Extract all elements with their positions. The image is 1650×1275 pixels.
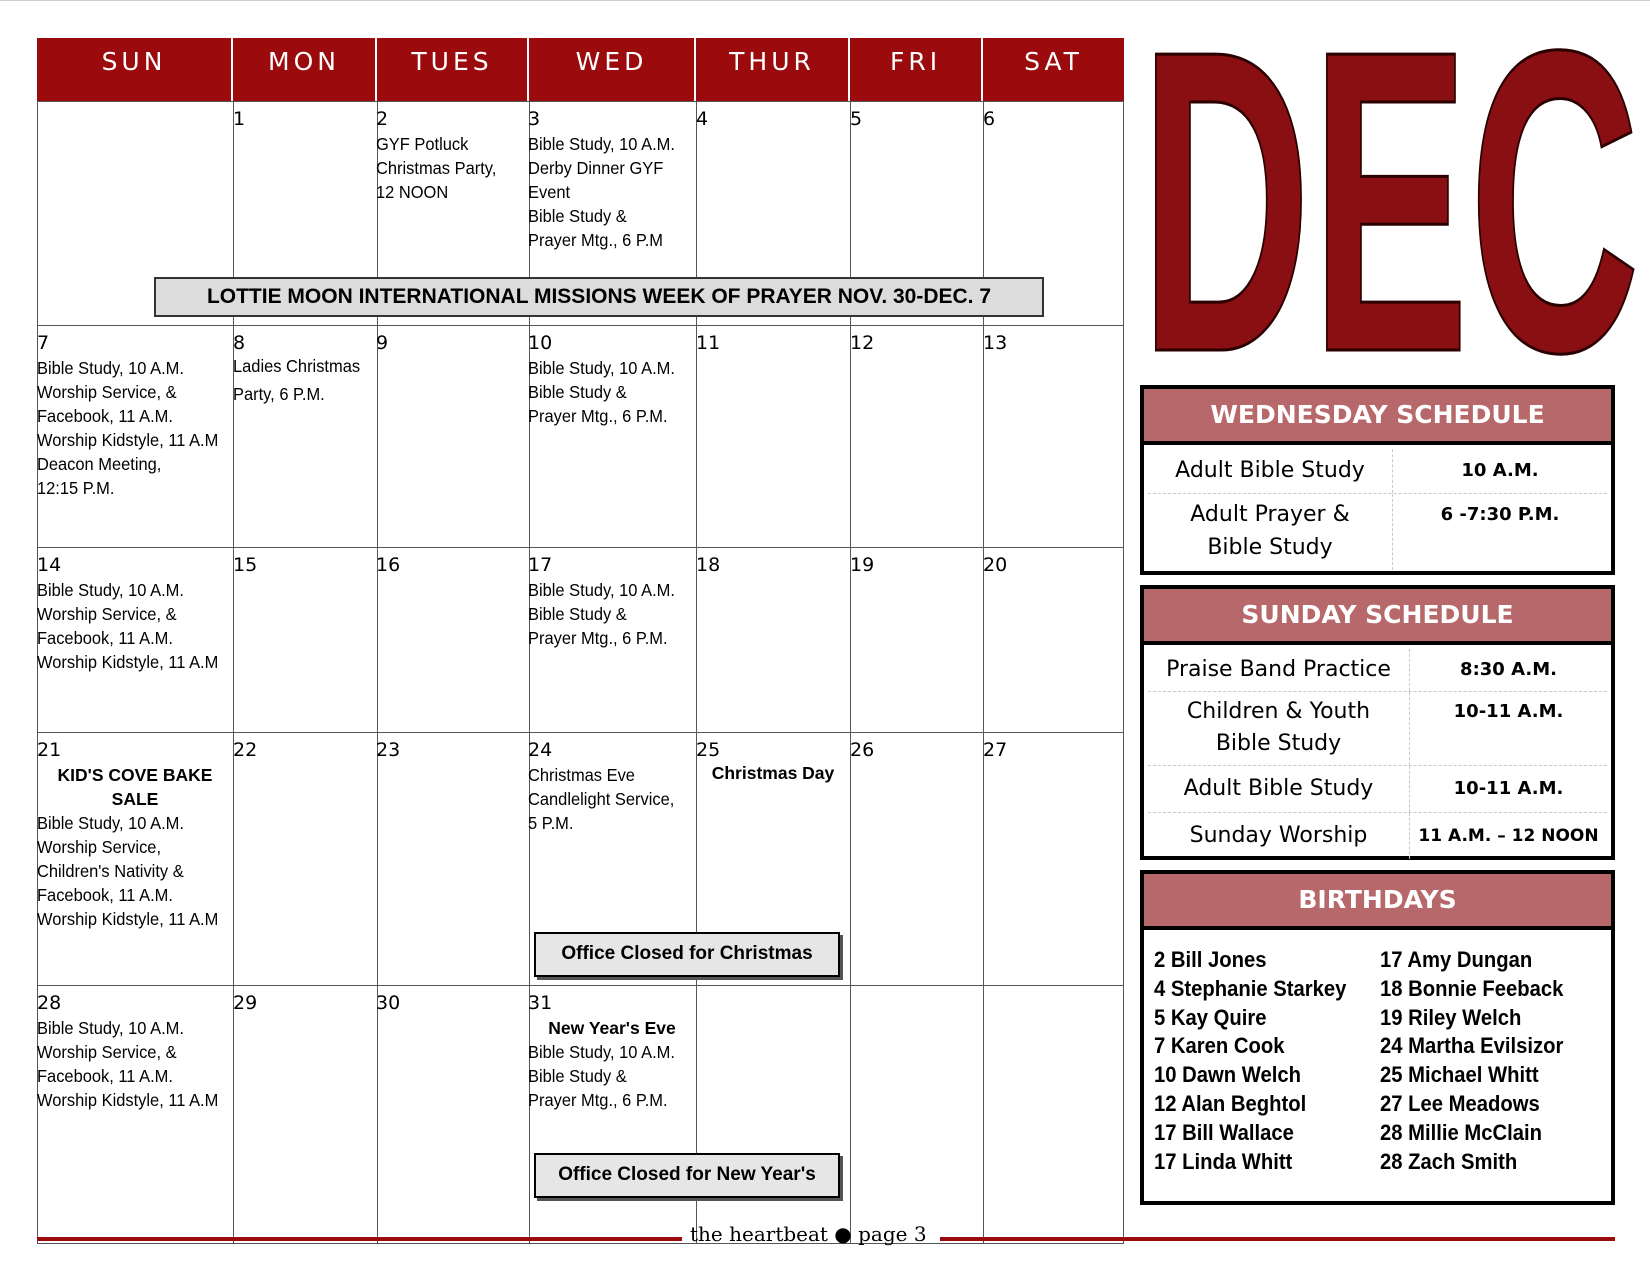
schedule-row	[1148, 765, 1607, 812]
birthday-item: 27 Lee Meadows	[1380, 1090, 1540, 1116]
weekday-sat: SAT	[1024, 47, 1083, 76]
day-cell	[850, 108, 983, 132]
day-cell	[983, 108, 1124, 132]
day-number: 11	[696, 332, 721, 354]
footer-text: the heartbeat ● page 3	[690, 1222, 927, 1246]
sunday-schedule-panel	[1140, 585, 1615, 860]
birthdays-title: BIRTHDAYS	[1144, 874, 1611, 930]
birthday-item: 18 Bonnie Feeback	[1380, 975, 1564, 1001]
schedule-row	[1148, 812, 1607, 859]
birthday-item: 17 Amy Dungan	[1380, 947, 1533, 972]
day-number: 12	[850, 332, 875, 354]
day-number: 18	[696, 554, 721, 576]
event-text: Bible Study, 10 A.M. Worship Service, & Facebook, 11 A.M. Worship Kidstyle, 11 A.M	[37, 580, 219, 672]
day-number: 26	[850, 739, 875, 761]
weekday-wed: WED	[529, 38, 696, 101]
day-cell	[850, 332, 983, 356]
day-number: 13	[983, 332, 1008, 354]
weekday-header	[37, 38, 1124, 101]
day-cell	[233, 108, 377, 132]
schedule-row	[1148, 449, 1607, 493]
day-cell	[696, 332, 850, 356]
birthday-item: 7 Karen Cook	[1154, 1033, 1285, 1059]
grid-line	[37, 732, 1124, 733]
day-cell	[696, 108, 850, 132]
sunday-schedule-title: SUNDAY SCHEDULE	[1144, 589, 1611, 645]
day-number: 4	[696, 108, 709, 130]
event-text: Bible Study, 10 A.M. Bible Study & Prayer Mtg., 6 P.M.	[528, 358, 675, 426]
day-number: 8	[233, 332, 246, 354]
schedule-row	[1148, 691, 1607, 765]
day-number: 28	[37, 992, 62, 1014]
day-number: 20	[983, 554, 1008, 576]
event-text-bold: New Year's Eve	[548, 1018, 676, 1038]
footer-rule-left	[37, 1237, 682, 1241]
day-cell	[233, 739, 377, 763]
day-cell	[376, 332, 529, 356]
birthday-item: 28 Zach Smith	[1380, 1148, 1518, 1174]
schedule-time: 11 A.M. – 12 NOON	[1418, 826, 1599, 846]
schedule-time: 10-11 A.M.	[1453, 778, 1564, 799]
day-number: 23	[376, 739, 401, 761]
month-title	[1133, 18, 1648, 368]
event-text: Bible Study, 10 A.M. Worship Service, & Facebook, 11 A.M. Worship Kidstyle, 11 A.M Deacon Meeting, 12:15 P.M.	[37, 358, 219, 498]
lottie-moon-banner: LOTTIE MOON INTERNATIONAL MISSIONS WEEK OF PRAYER NOV. 30-DEC. 7	[154, 277, 1044, 317]
page-top-rule	[0, 0, 1650, 1]
day-cell	[528, 739, 696, 835]
day-number: 2	[376, 108, 389, 130]
day-number: 10	[528, 332, 553, 354]
day-cell	[376, 739, 529, 763]
wednesday-schedule-title: WEDNESDAY SCHEDULE	[1144, 389, 1611, 445]
schedule-row	[1148, 649, 1607, 691]
day-cell	[528, 332, 696, 428]
day-cell	[37, 554, 233, 674]
day-number: 19	[850, 554, 875, 576]
birthday-item: 19 Riley Welch	[1380, 1004, 1522, 1030]
day-number: 1	[233, 108, 246, 130]
office-closed-christmas-box: Office Closed for Christmas	[534, 932, 840, 977]
grid-line	[696, 101, 697, 1244]
day-cell	[983, 554, 1124, 578]
day-number: 5	[850, 108, 863, 130]
weekday-mon: MON	[233, 38, 377, 101]
birthday-item: 25 Michael Whitt	[1380, 1062, 1539, 1088]
day-cell	[850, 739, 983, 763]
schedule-time: 8:30 A.M.	[1460, 659, 1557, 680]
grid-line	[233, 101, 234, 1244]
schedule-activity: Children & Youth Bible Study	[1148, 692, 1410, 765]
day-cell	[983, 332, 1124, 356]
day-cell	[696, 739, 850, 785]
birthday-item: 17 Linda Whitt	[1154, 1148, 1293, 1174]
grid-line	[37, 547, 1124, 548]
event-text-bold: KID'S COVE BAKE SALE	[57, 765, 213, 809]
day-number: 6	[983, 108, 996, 130]
month-title-text: DEC	[1140, 18, 1640, 368]
weekday-sun: SUN	[37, 38, 233, 101]
grid-line	[983, 101, 984, 1244]
event-text: Bible Study, 10 A.M. Bible Study & Prayer Mtg., 6 P.M.	[528, 580, 675, 648]
day-cell	[37, 332, 233, 500]
office-closed-new-year-box: Office Closed for New Year's	[534, 1153, 840, 1198]
day-number: 7	[37, 332, 50, 354]
grid-line	[850, 101, 851, 1244]
schedule-activity: Adult Bible Study	[1148, 449, 1393, 493]
day-number: 29	[233, 992, 258, 1014]
grid-line	[37, 325, 1124, 326]
day-cell	[233, 992, 377, 1016]
grid-line	[377, 101, 378, 1244]
day-cell	[376, 554, 529, 578]
footer-rule-right	[940, 1237, 1615, 1241]
birthdays-panel	[1140, 870, 1615, 1205]
day-number: 24	[528, 739, 553, 761]
birthday-item: 4 Stephanie Starkey	[1154, 975, 1347, 1001]
schedule-time: 10-11 A.M.	[1453, 701, 1564, 722]
birthday-item: 12 Alan Beghtol	[1154, 1090, 1307, 1116]
schedule-time: 6 -7:30 P.M.	[1440, 504, 1560, 525]
day-cell	[983, 739, 1124, 763]
day-cell	[376, 992, 529, 1016]
grid-line	[37, 985, 1124, 986]
day-cell	[37, 992, 233, 1112]
birthdays-right-list	[1380, 946, 1563, 1176]
day-number: 16	[376, 554, 401, 576]
schedule-activity: Adult Bible Study	[1148, 766, 1410, 812]
day-cell	[233, 332, 377, 408]
day-number: 27	[983, 739, 1008, 761]
event-text: Ladies Christmas Party, 6 P.M.	[233, 356, 361, 404]
day-cell	[376, 108, 529, 204]
event-text: Bible Study, 10 A.M. Worship Service, Children's Nativity & Facebook, 11 A.M. Worship Kidstyle, 11 A.M	[37, 813, 219, 929]
day-number: 22	[233, 739, 258, 761]
event-text: GYF Potluck Christmas Party, 12 NOON	[376, 134, 497, 202]
event-text: Bible Study, 10 A.M. Worship Service, & Facebook, 11 A.M. Worship Kidstyle, 11 A.M	[37, 1018, 219, 1110]
day-cell	[528, 554, 696, 650]
schedule-activity: Praise Band Practice	[1148, 649, 1410, 691]
day-number: 14	[37, 554, 62, 576]
day-cell	[696, 554, 850, 578]
event-text: Bible Study, 10 A.M. Bible Study & Prayer Mtg., 6 P.M.	[528, 1042, 675, 1110]
event-text-bold: Christmas Day	[711, 763, 835, 783]
day-cell	[233, 554, 377, 578]
day-number: 15	[233, 554, 258, 576]
wednesday-schedule-panel	[1140, 385, 1615, 575]
day-cell	[528, 108, 696, 252]
day-cell	[528, 992, 696, 1112]
schedule-time: 10 A.M.	[1461, 460, 1539, 481]
weekday-thur: THUR	[696, 38, 850, 101]
birthday-item: 10 Dawn Welch	[1154, 1062, 1301, 1088]
event-text: Christmas Eve Candlelight Service, 5 P.M.	[528, 765, 675, 833]
day-number: 31	[528, 992, 553, 1014]
schedule-activity: Sunday Worship	[1148, 813, 1410, 859]
day-number: 3	[528, 108, 541, 130]
day-number: 9	[376, 332, 389, 354]
weekday-fri: FRI	[850, 38, 983, 101]
day-cell	[37, 739, 233, 931]
birthday-item: 28 Millie McClain	[1380, 1119, 1542, 1145]
birthday-item: 5 Kay Quire	[1154, 1004, 1267, 1030]
day-cell	[850, 554, 983, 578]
day-number: 25	[696, 739, 721, 761]
event-text: Bible Study, 10 A.M. Derby Dinner GYF Event Bible Study & Prayer Mtg., 6 P.M	[528, 134, 675, 250]
birthday-item: 24 Martha Evilsizor	[1380, 1033, 1564, 1059]
birthday-item: 17 Bill Wallace	[1154, 1119, 1294, 1145]
birthdays-left-list	[1154, 946, 1346, 1176]
schedule-activity: Adult Prayer & Bible Study	[1148, 494, 1393, 570]
day-number: 21	[37, 739, 62, 761]
day-number: 17	[528, 554, 553, 576]
day-number: 30	[376, 992, 401, 1014]
schedule-row	[1148, 493, 1607, 570]
weekday-tues: TUES	[377, 38, 529, 101]
birthday-item: 2 Bill Jones	[1154, 947, 1267, 972]
